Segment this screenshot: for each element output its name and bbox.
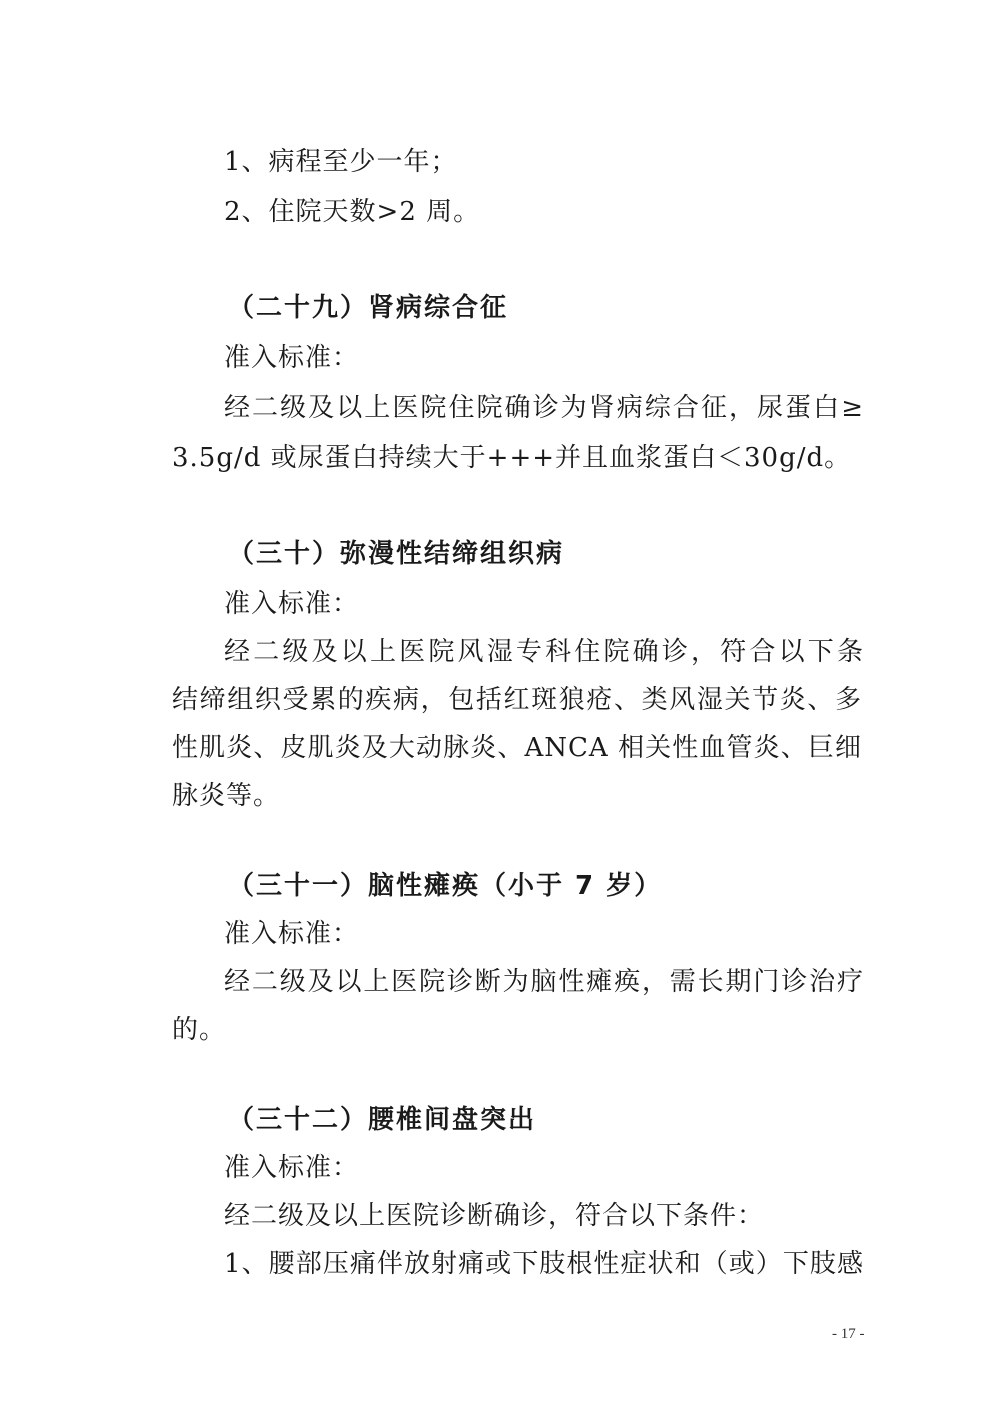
section-heading-31: （三十一）脑性瘫痪（小于 7 岁） (228, 871, 663, 901)
section-body-31-line-2: 的。 (172, 1015, 227, 1045)
section-body-32-line-2: 1、腰部压痛伴放射痛或下肢根性症状和（或）下肢感 (224, 1249, 864, 1279)
section-body-32-line-1: 经二级及以上医院诊断确诊，符合以下条件： (224, 1201, 765, 1231)
intro-item-2: 2、住院天数>2 周。 (224, 197, 481, 227)
page-number: - 17 - (832, 1326, 865, 1342)
section-body-30-line-1: 经二级及以上医院风湿专科住院确诊，符合以下条 (224, 637, 864, 667)
criteria-label-31: 准入标准： (224, 919, 360, 949)
section-body-29-line-1: 经二级及以上医院住院确诊为肾病综合征，尿蛋白≥ (224, 393, 864, 423)
section-body-30-line-4: 脉炎等。 (172, 781, 281, 811)
criteria-label-32: 准入标准： (224, 1153, 360, 1183)
section-heading-32: （三十二）腰椎间盘突出 (228, 1105, 537, 1135)
section-body-30-line-3: 性肌炎、皮肌炎及大动脉炎、ANCA 相关性血管炎、巨细 (172, 733, 862, 763)
section-body-29-line-2: 3.5g/d 或尿蛋白持续大于+++并且血浆蛋白＜30g/d。 (172, 443, 852, 473)
section-body-31-line-1: 经二级及以上医院诊断为脑性瘫痪，需长期门诊治疗 (224, 967, 864, 997)
intro-item-1: 1、病程至少一年； (224, 147, 458, 177)
section-heading-30: （三十）弥漫性结缔组织病 (228, 539, 565, 569)
section-body-30-line-2: 结缔组织受累的疾病，包括红斑狼疮、类风湿关节炎、多 (172, 685, 862, 715)
criteria-label-30: 准入标准： (224, 589, 360, 619)
section-heading-29: （二十九）肾病综合征 (228, 293, 509, 323)
criteria-label-29: 准入标准： (224, 343, 360, 373)
